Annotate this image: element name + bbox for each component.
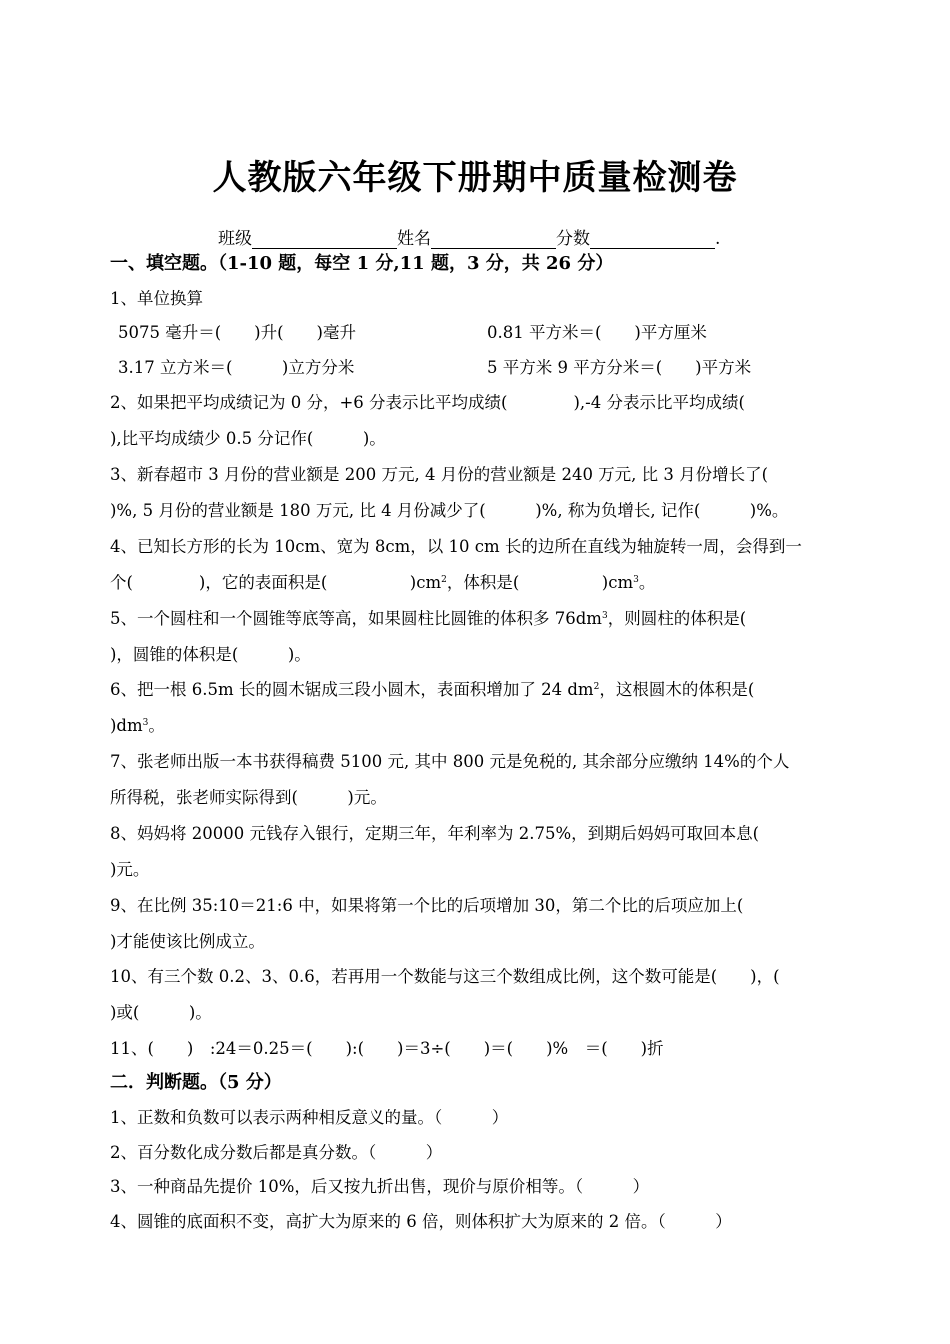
class-blank[interactable]: [252, 231, 397, 249]
superscript-three: 3: [142, 718, 149, 728]
q10-line2: )或( )。: [110, 1003, 212, 1022]
q5-line2: )，圆锥的体积是( )。: [110, 645, 311, 664]
end-mark: .: [715, 229, 721, 249]
score-label: 分数: [556, 229, 590, 249]
q1-item-c: 3.17 立方米＝( )立方分米: [118, 358, 355, 377]
q5-line1-part-b: ，则圆柱的体积是(: [607, 609, 747, 628]
superscript-two: 2: [593, 682, 600, 692]
q2-line2: ),比平均成绩少 0.5 分记作( )。: [110, 429, 386, 448]
judge-item-3: 3、一种商品先提价 10%，后又按九折出售，现价与原价相等。（ ）: [110, 1177, 650, 1196]
score-blank[interactable]: [590, 231, 715, 249]
q1-item-d: 5 平方米 9 平方分米＝( )平方米: [487, 358, 752, 377]
judge-item-2: 2、百分数化成分数后都是真分数。（ ）: [110, 1143, 443, 1162]
q2-line1: 2、如果把平均成绩记为 0 分，+6 分表示比平均成绩( ),-4 分表示比平均成绩(: [110, 393, 745, 412]
q4-line2: [110, 573, 655, 593]
q1-title: 1、单位换算: [110, 289, 203, 308]
q11-line: 11、( ) :24＝0.25＝( ):( )＝3÷( )＝( )% ＝( )折: [110, 1039, 664, 1058]
q6-line2: [110, 716, 165, 736]
page-title: 人教版六年级下册期中质量检测卷: [212, 158, 738, 198]
class-label: 班级: [218, 229, 252, 249]
q8-line2: )元。: [110, 860, 150, 879]
name-label: 姓名: [397, 229, 431, 249]
superscript-two: 2: [441, 575, 447, 585]
q3-line1: 3、新春超市 3 月份的营业额是 200 万元, 4 月份的营业额是 240 万元, 比 3 月份增长了(: [110, 465, 769, 484]
q4-line2-part-c: 。: [638, 573, 656, 592]
q7-line1: 7、张老师出版一本书获得稿费 5100 元, 其中 800 元是免税的, 其余部分应缴纳 14%的个人: [110, 752, 790, 771]
judge-item-4: 4、圆锥的底面积不变，高扩大为原来的 6 倍，则体积扩大为原来的 2 倍。（ ）: [110, 1212, 732, 1231]
section1-heading: 一、填空题。（1-10 题，每空 1 分,11 题，3 分，共 26 分）: [110, 253, 614, 274]
student-info-line: [218, 224, 720, 249]
superscript-three: 3: [633, 575, 639, 585]
q9-line1: 9、在比例 35:10＝21:6 中，如果将第一个比的后项增加 30，第二个比的后项应加上(: [110, 896, 744, 915]
q7-line2: 所得税，张老师实际得到( )元。: [110, 788, 387, 807]
section2-heading: 二．判断题。（5 分）: [110, 1072, 282, 1093]
q6-line2-part-b: 。: [148, 716, 165, 735]
q1-item-b: 0.81 平方米＝( )平方厘米: [487, 323, 707, 342]
judge-item-1: 1、正数和负数可以表示两种相反意义的量。（ ）: [110, 1108, 509, 1127]
q8-line1: 8、妈妈将 20000 元钱存入银行，定期三年，年利率为 2.75%，到期后妈妈可取回本息(: [110, 824, 760, 843]
q6-line2-part-a: )dm: [110, 716, 143, 735]
q9-line2: )才能使该比例成立。: [110, 932, 265, 951]
q5-line1: [110, 609, 746, 629]
q4-line1: 4、已知长方形的长为 10cm、宽为 8cm，以 10 cm 长的边所在直线为轴旋转一周，会得到一: [110, 537, 802, 556]
q6-line1-part-b: ，这根圆木的体积是(: [599, 680, 755, 699]
q5-line1-part-a: 5、一个圆柱和一个圆锥等底等高，如果圆柱比圆锥的体积多 76dm: [110, 609, 602, 628]
q4-line2-part-a: 个( )，它的表面积是( )cm: [110, 573, 442, 592]
name-blank[interactable]: [431, 231, 556, 249]
q10-line1: 10、有三个数 0.2、3、0.6，若再用一个数能与这三个数组成比例，这个数可能是( )，(: [110, 967, 780, 986]
q6-line1-part-a: 6、把一根 6.5m 长的圆木锯成三段小圆木，表面积增加了 24 dm: [110, 680, 594, 699]
q4-line2-part-b: ，体积是( )cm: [446, 573, 634, 592]
q6-line1: [110, 680, 754, 700]
q3-line2: )%, 5 月份的营业额是 180 万元, 比 4 月份减少了( )%, 称为负增长, 记作( )%。: [110, 501, 789, 520]
q1-item-a: 5075 毫升＝( )升( )毫升: [118, 323, 356, 342]
superscript-three: 3: [601, 611, 608, 621]
